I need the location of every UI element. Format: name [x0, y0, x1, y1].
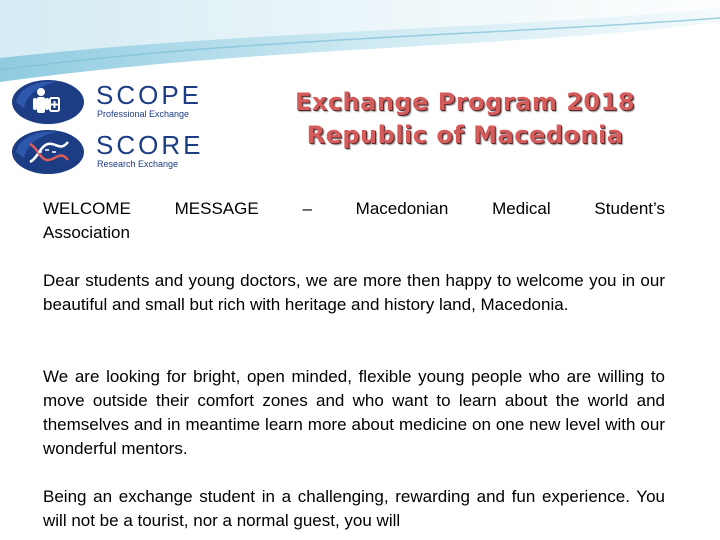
title-line-2: Republic of Macedonia — [306, 121, 624, 149]
welcome-heading-line-1: WELCOME MESSAGE – Macedonian Medical Student’s — [43, 199, 665, 218]
title-line-1: Exchange Program 2018 — [294, 88, 636, 116]
score-logo-subtitle: Research Exchange — [97, 159, 179, 169]
welcome-heading-line-2: Association — [43, 223, 130, 242]
score-logo-name: SCORE — [96, 130, 204, 160]
scope-logo — [10, 78, 220, 126]
paragraph-1: Dear students and young doctors, we are more then happy to welcome you in our beautiful and small but rich with heritage and history land, Macedonia. — [43, 271, 665, 314]
header-swoosh-decoration — [0, 0, 720, 90]
score-logo — [10, 128, 220, 176]
scope-logo-name: SCOPE — [96, 80, 203, 110]
scope-logo-subtitle: Professional Exchange — [97, 109, 190, 119]
paragraph-3: Being an exchange student in a challenging, rewarding and fun experience. You will not be a tourist, nor a normal guest, you will — [43, 487, 665, 530]
score-logo-icon — [10, 128, 92, 176]
scope-logo-icon — [10, 78, 92, 126]
page-title — [270, 86, 660, 152]
logo-block — [10, 78, 220, 178]
welcome-heading — [43, 197, 665, 245]
paragraph-2: We are looking for bright, open minded, flexible young people who are willing to move outside their comfort zones and who want to learn about the world and themselves and in meantime learn more about medicine on one new level with our wonderful mentors. — [43, 367, 665, 458]
